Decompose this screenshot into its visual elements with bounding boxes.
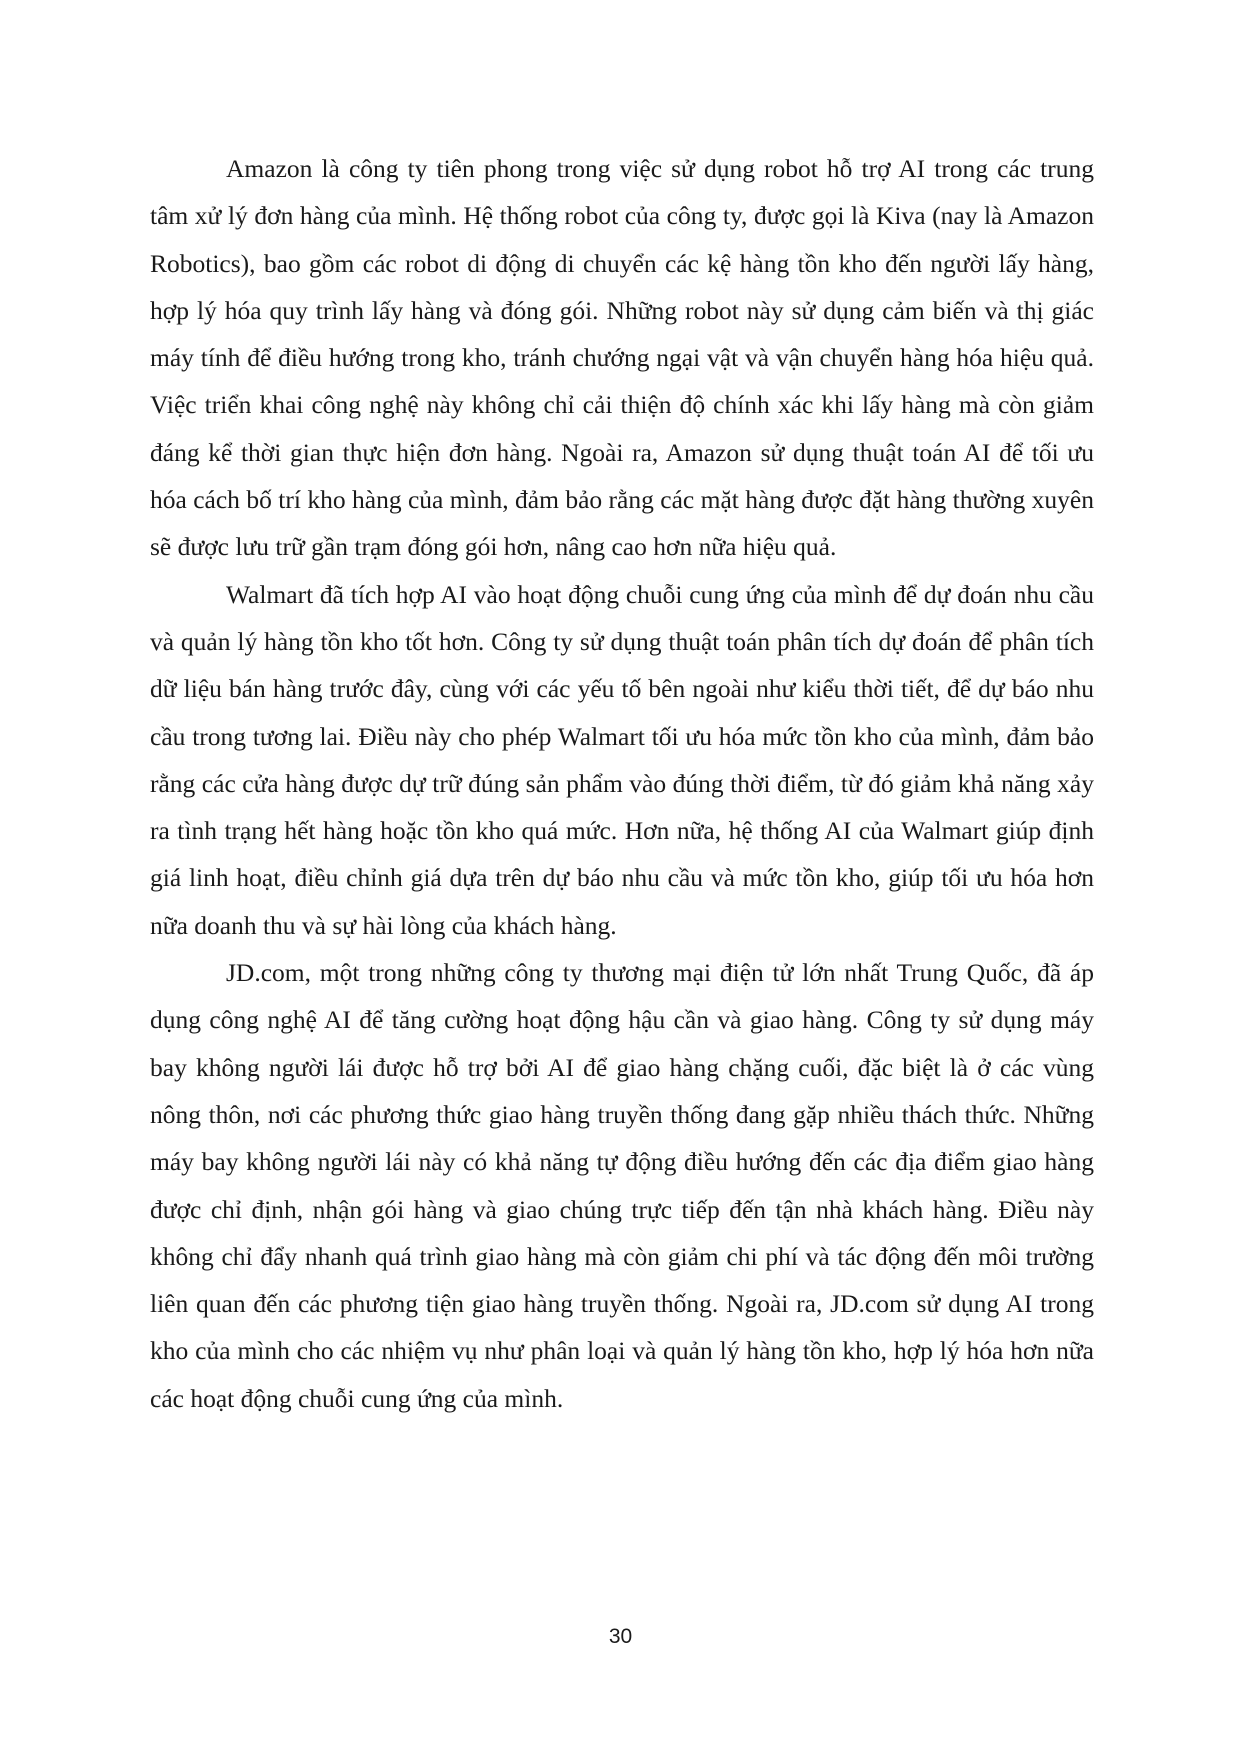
paragraph-walmart: Walmart đã tích hợp AI vào hoạt động chuỗi cung ứng của mình để dự đoán nhu cầu và quản lý hàng tồn kho tốt hơn. Công ty sử dụng thuật toán phân tích dự đoán để phân tích dữ liệu bán hàng trước đây, cùng với các yếu tố bên ngoài như kiểu thời tiết, để dự báo nhu cầu trong tương lai. Điều này cho phép Walmart tối ưu hóa mức tồn kho của mình, đảm bảo rằng các cửa hàng được dự trữ đúng sản phẩm vào đúng thời điểm, từ đó giảm khả năng xảy ra tình trạng hết hàng hoặc tồn kho quá mức. Hơn nữa, hệ thống AI của Walmart giúp định giá linh hoạt, điều chỉnh giá dựa trên dự báo nhu cầu và mức tồn kho, giúp tối ưu hóa hơn nữa doanh thu và sự hài lòng của khách hàng. xyxy=(150,579,1094,940)
body-text xyxy=(150,145,1094,1422)
page-number: 30 xyxy=(608,1625,633,1648)
paragraph-jdcom: JD.com, một trong những công ty thương mại điện tử lớn nhất Trung Quốc, đã áp dụng công nghệ AI để tăng cường hoạt động hậu cần và giao hàng. Công ty sử dụng máy bay không người lái được hỗ trợ bởi AI để giao hàng chặng cuối, đặc biệt là ở các vùng nông thôn, nơi các phương thức giao hàng truyền thống đang gặp nhiều thách thức. Những máy bay không người lái này có khả năng tự động điều hướng đến các địa điểm giao hàng được chỉ định, nhận gói hàng và giao chúng trực tiếp đến tận nhà khách hàng. Điều này không chỉ đẩy nhanh quá trình giao hàng mà còn giảm chi phí và tác động đến môi trường liên quan đến các phương tiện giao hàng truyền thống. Ngoài ra, JD.com sử dụng AI trong kho của mình cho các nhiệm vụ như phân loại và quản lý hàng tồn kho, hợp lý hóa hơn nữa các hoạt động chuỗi cung ứng của mình. xyxy=(150,958,1094,1413)
paragraph-amazon: Amazon là công ty tiên phong trong việc sử dụng robot hỗ trợ AI trong các trung tâm xử lý đơn hàng của mình. Hệ thống robot của công ty, được gọi là Kiva (nay là Amazon Robotics), bao gồm các robot di động di chuyển các kệ hàng tồn kho đến người lấy hàng, hợp lý hóa quy trình lấy hàng và đóng gói. Những robot này sử dụng cảm biến và thị giác máy tính để điều hướng trong kho, tránh chướng ngại vật và vận chuyển hàng hóa hiệu quả. Việc triển khai công nghệ này không chỉ cải thiện độ chính xác khi lấy hàng mà còn giảm đáng kể thời gian thực hiện đơn hàng. Ngoài ra, Amazon sử dụng thuật toán AI để tối ưu hóa cách bố trí kho hàng của mình, đảm bảo rằng các mặt hàng được đặt hàng thường xuyên sẽ được lưu trữ gần trạm đóng gói hơn, nâng cao hơn nữa hiệu quả. xyxy=(150,154,1094,562)
